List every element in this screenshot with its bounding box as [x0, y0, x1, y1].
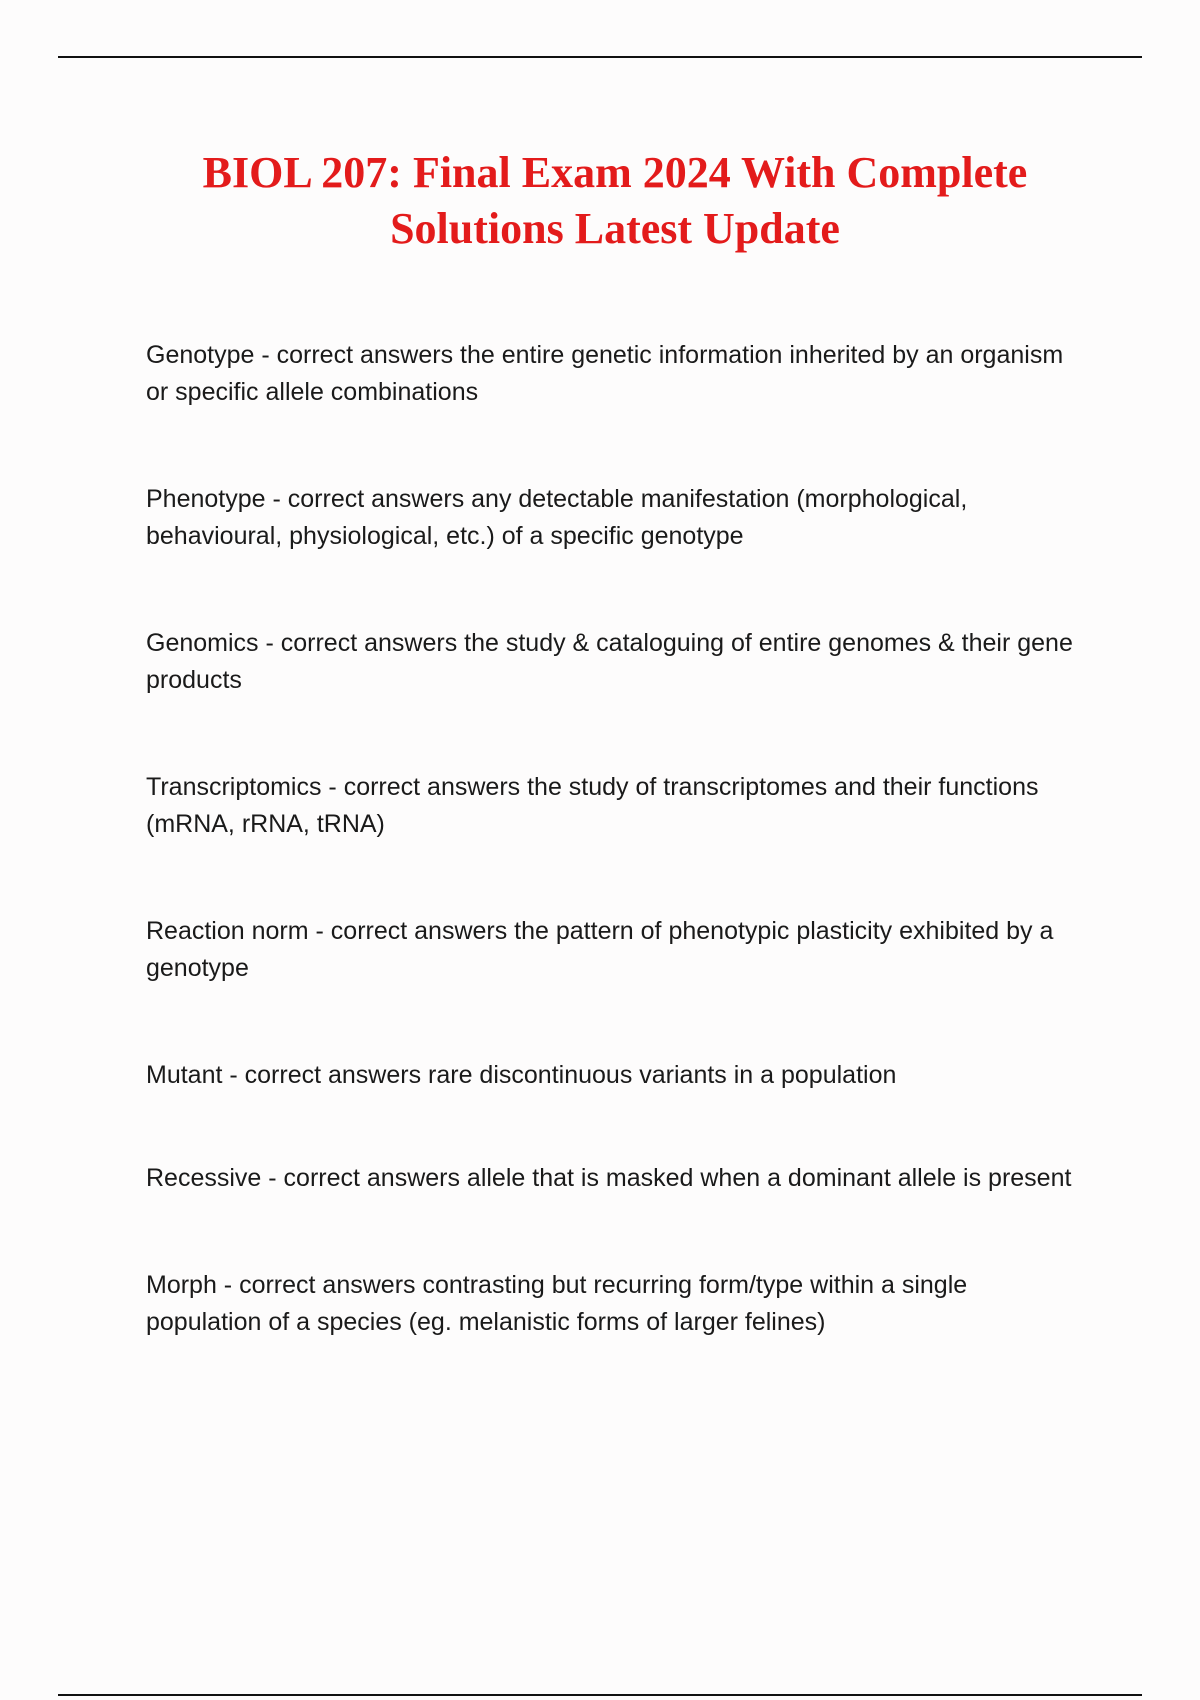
definition-entry-mutant: Mutant - correct answers rare discontinuous variants in a population	[146, 1061, 897, 1089]
definition-entry-phenotype: Phenotype - correct answers any detectable manifestation (morphological, behavioural, physiological, etc.) of a specific genotype	[146, 485, 968, 550]
definition-entry-morph: Morph - correct answers contrasting but recurring form/type within a single population of a species (eg. melanistic forms of larger felines)	[146, 1271, 968, 1336]
document-title: BIOL 207: Final Exam 2024 With Complete Solutions Latest Update	[202, 148, 1028, 253]
definition-entry-transcriptomics: Transcriptomics - correct answers the study of transcriptomes and their functions (mRNA, rRNA, tRNA)	[146, 773, 1039, 838]
definition-list	[146, 337, 1086, 1411]
bottom-rule	[58, 1694, 1142, 1696]
definition-entry-reaction-norm: Reaction norm - correct answers the pattern of phenotypic plasticity exhibited by a genotype	[146, 917, 1054, 982]
definition-entry-genotype: Genotype - correct answers the entire genetic information inherited by an organism or specific allele combinations	[146, 341, 1064, 406]
definition-entry-genomics: Genomics - correct answers the study & cataloguing of entire genomes & their gene products	[146, 629, 1073, 694]
definition-entry-recessive: Recessive - correct answers allele that is masked when a dominant allele is present	[146, 1164, 1072, 1192]
top-rule	[58, 56, 1142, 58]
